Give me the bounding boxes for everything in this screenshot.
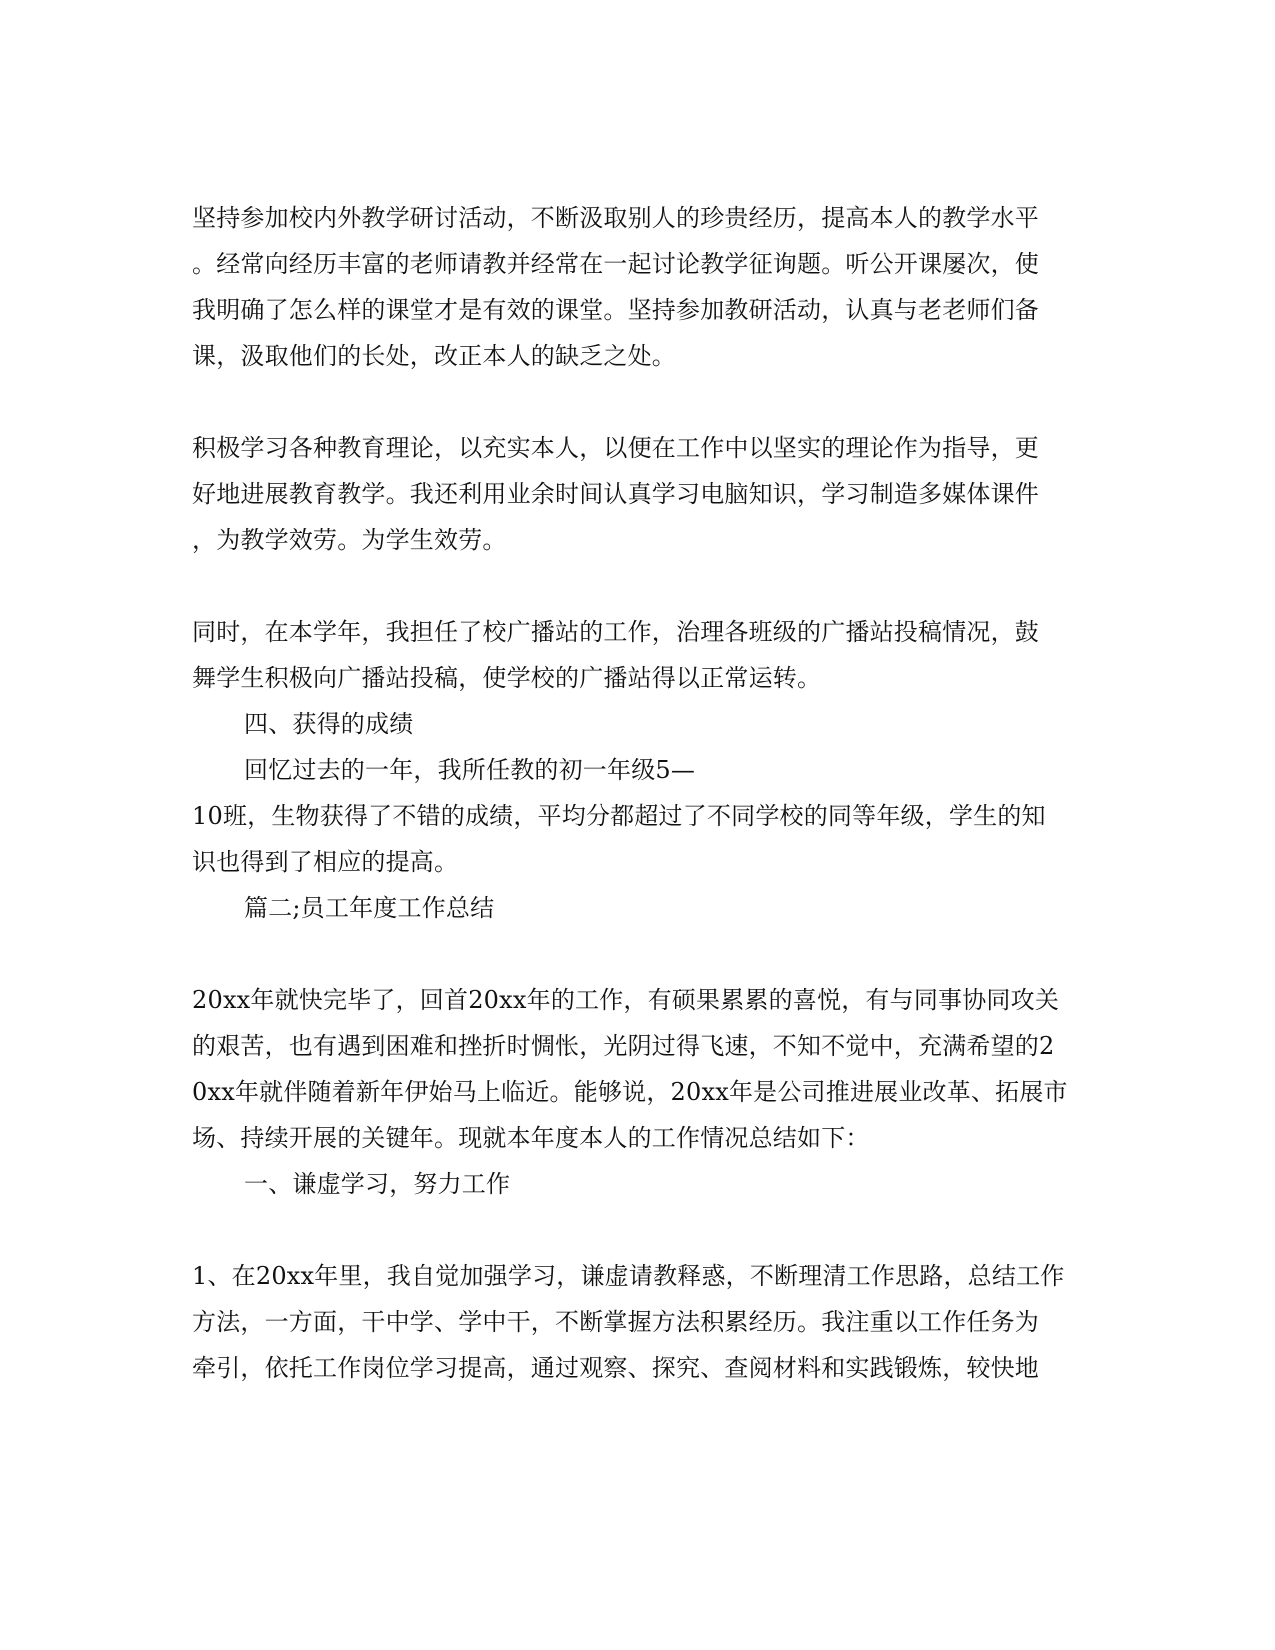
paragraph-line: 我明确了怎么样的课堂才是有效的课堂。坚持参加教研活动，认真与老老师们备 <box>192 296 1039 324</box>
paragraph-line: ，为教学效劳。为学生效劳。 <box>192 526 507 554</box>
paragraph-line: 。经常向经历丰富的老师请教并经常在一起讨论教学征询题。听公开课屡次，使 <box>192 250 1039 278</box>
paragraph-line: 1、在20xx年里，我自觉加强学习，谦虚请教释惑，不断理清工作思路，总结工作 <box>192 1262 1065 1290</box>
paragraph-line: 10班，生物获得了不错的成绩，平均分都超过了不同学校的同等年级，学生的知 <box>192 802 1046 830</box>
section-heading: 四、获得的成绩 <box>244 710 414 738</box>
paragraph-line: 坚持参加校内外教学研讨活动，不断汲取别人的珍贵经历，提高本人的教学水平 <box>192 204 1039 232</box>
article-heading: 篇二;员工年度工作总结 <box>244 894 495 922</box>
paragraph-line: 积极学习各种教育理论，以充实本人，以便在工作中以坚实的理论作为指导，更 <box>192 434 1039 462</box>
paragraph-line: 课，汲取他们的长处，改正本人的缺乏之处。 <box>192 342 676 370</box>
paragraph-line: 回忆过去的一年，我所任教的初一年级5— <box>244 756 696 784</box>
paragraph-line: 好地进展教育教学。我还利用业余时间认真学习电脑知识，学习制造多媒体课件 <box>192 480 1039 508</box>
paragraph-line: 舞学生积极向广播站投稿，使学校的广播站得以正常运转。 <box>192 664 822 692</box>
paragraph-line: 0xx年就伴随着新年伊始马上临近。能够说，20xx年是公司推进展业改革、拓展市 <box>192 1078 1068 1106</box>
paragraph-line: 方法，一方面，干中学、学中干，不断掌握方法积累经历。我注重以工作任务为 <box>192 1308 1039 1336</box>
paragraph-line: 牵引，依托工作岗位学习提高，通过观察、探究、查阅材料和实践锻炼，较快地 <box>192 1354 1039 1382</box>
section-heading: 一、谦虚学习，努力工作 <box>244 1170 511 1198</box>
paragraph-line: 场、持续开展的关键年。现就本年度本人的工作情况总结如下： <box>192 1124 870 1152</box>
paragraph-line: 识也得到了相应的提高。 <box>192 848 459 876</box>
paragraph-line: 20xx年就快完毕了，回首20xx年的工作，有硕果累累的喜悦，有与同事协同攻关 <box>192 986 1060 1014</box>
paragraph-line: 同时，在本学年，我担任了校广播站的工作，治理各班级的广播站投稿情况，鼓 <box>192 618 1039 646</box>
paragraph-line: 的艰苦，也有遇到困难和挫折时惆怅，光阴过得飞速，不知不觉中，充满希望的2 <box>192 1032 1055 1060</box>
